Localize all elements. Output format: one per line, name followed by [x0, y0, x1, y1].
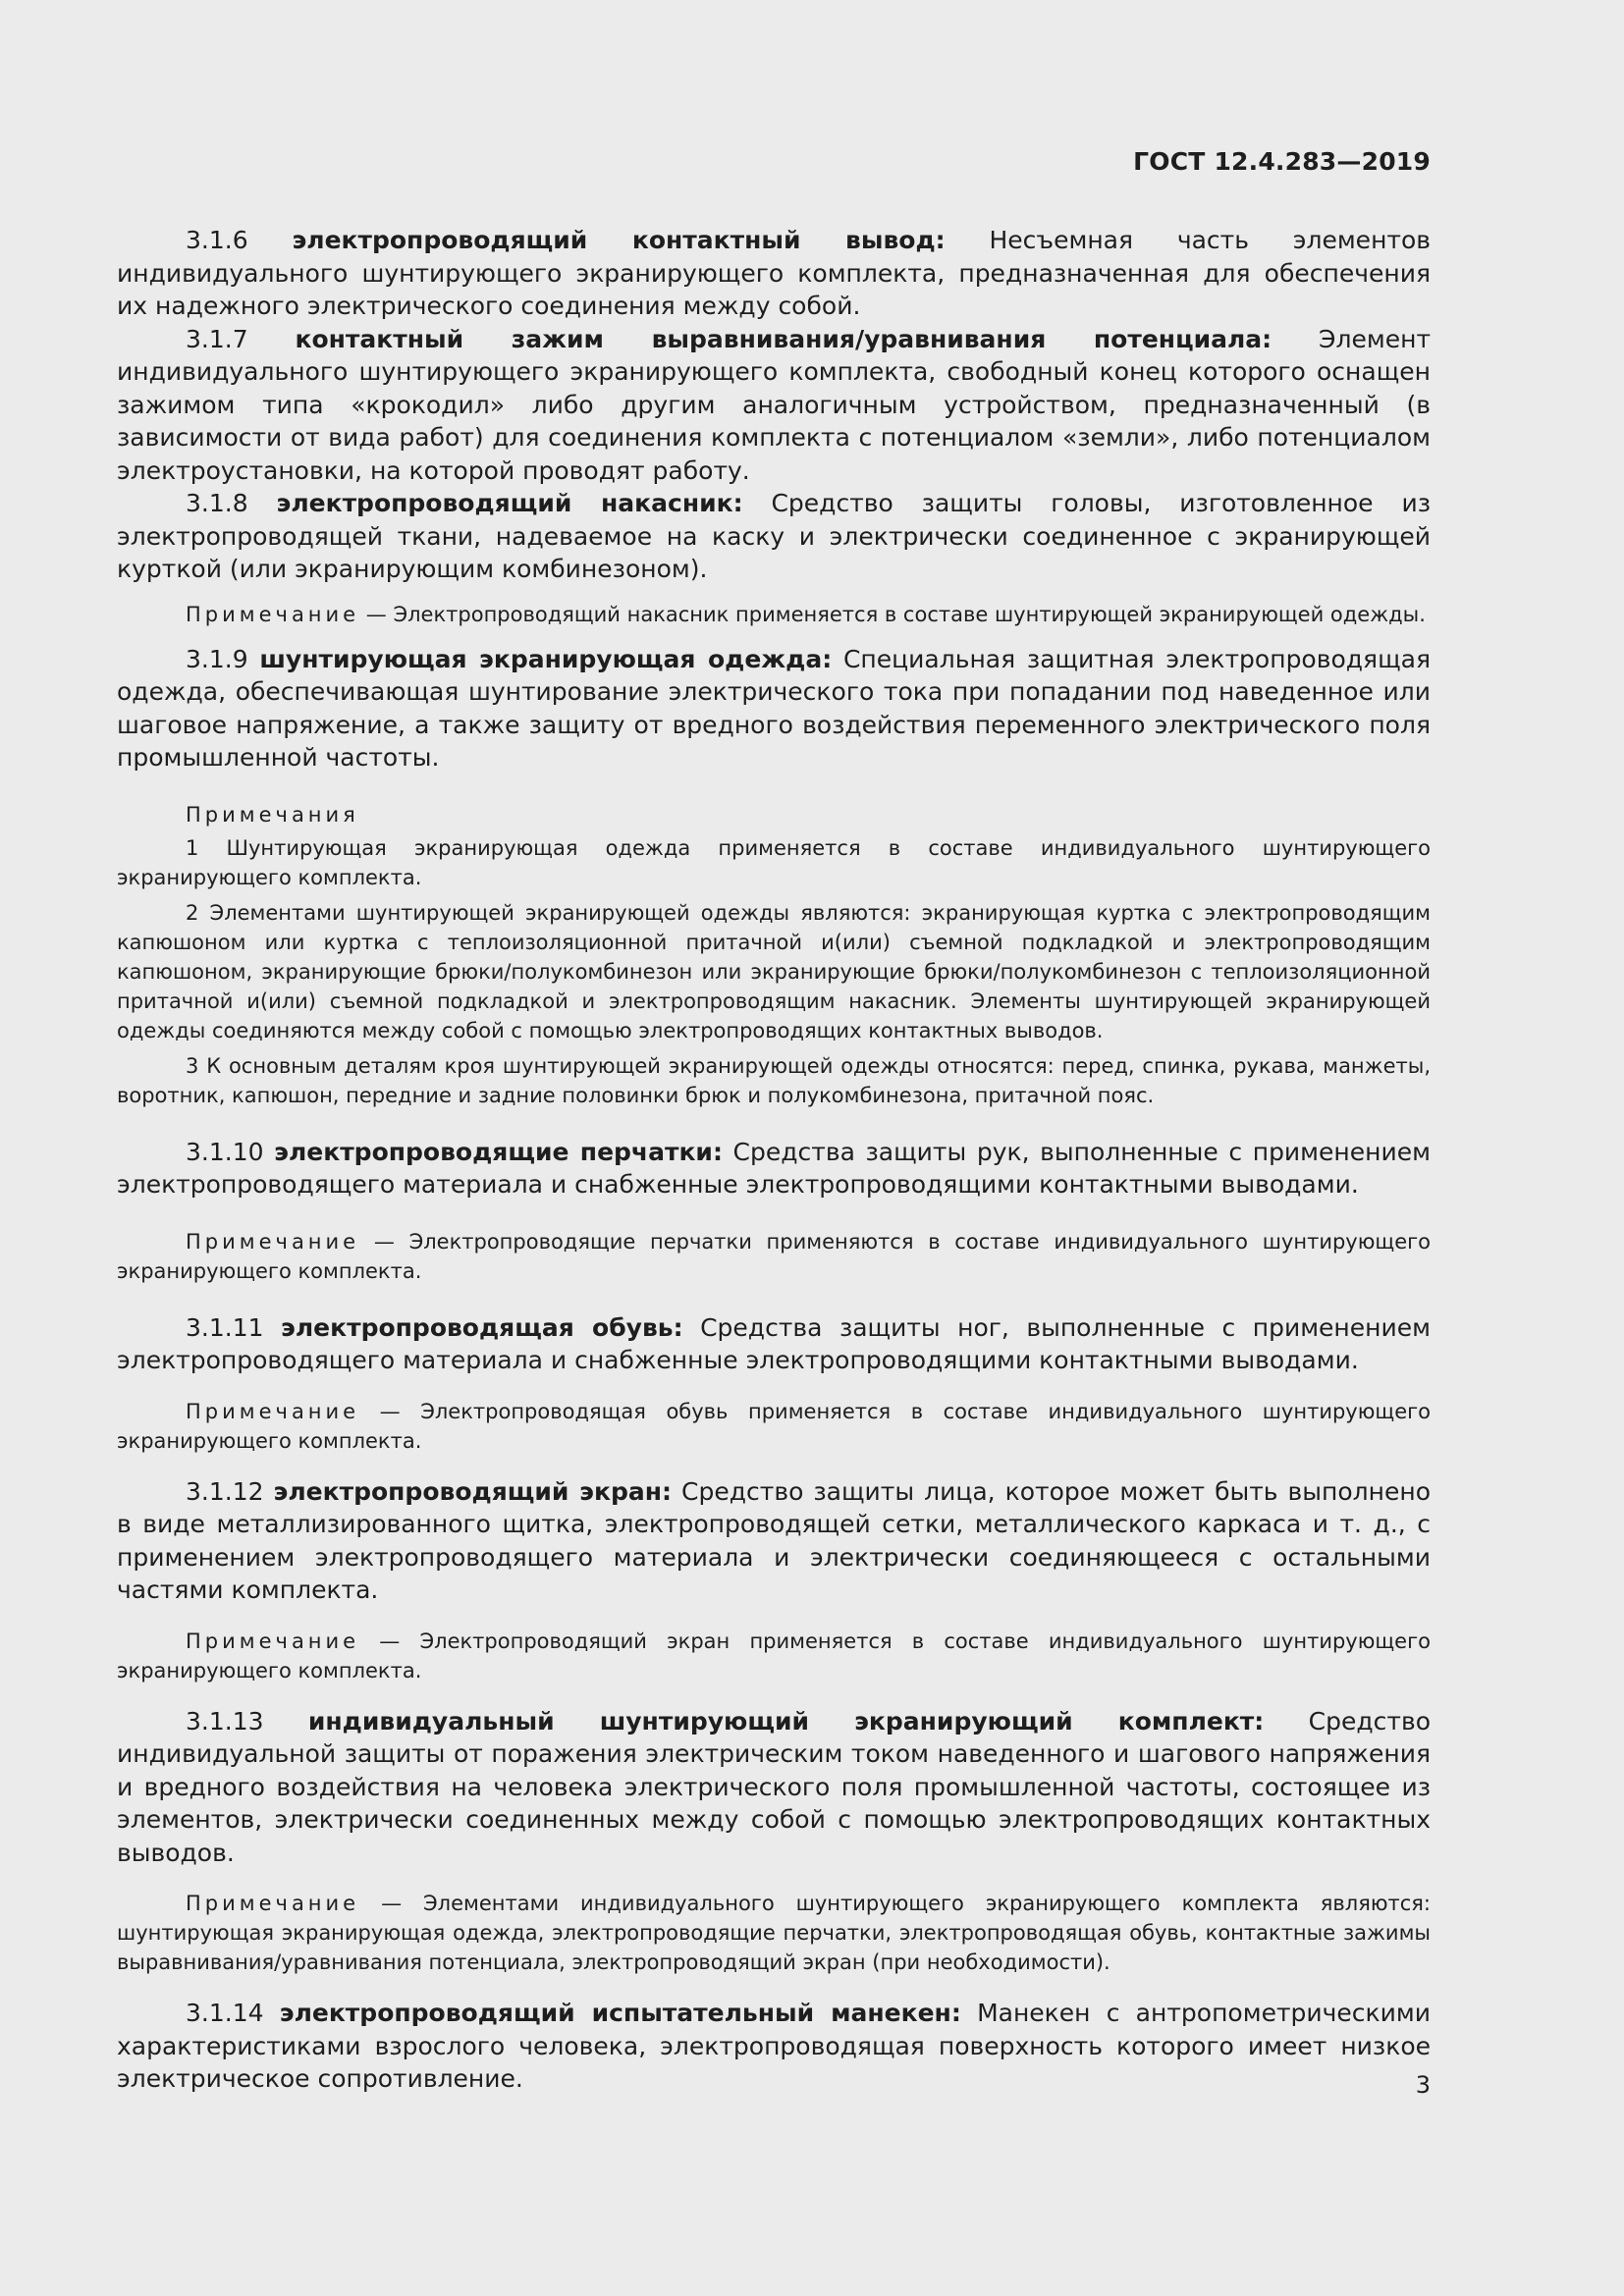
definition-3-1-12 [117, 1475, 1431, 1607]
definition-3-1-11 [117, 1311, 1431, 1377]
note-label: Примечание [186, 1629, 360, 1653]
definition-number: 3.1.13 [186, 1706, 264, 1735]
note-3-1-8 [117, 600, 1431, 629]
definition-term: электропроводящий контактный вывод: [292, 226, 946, 254]
definition-3-1-7 [117, 323, 1431, 488]
document-body [117, 224, 1431, 2096]
definition-term: электропроводящий экран: [273, 1476, 673, 1506]
note-3-1-9-2: 2 Элементами шунтирующей экранирующей одежды являются: экранирующая куртка с электропроводящим капюшоном или куртка с теплоизоляционной притачной и(или) съемной подкладкой и электропроводящим капюшоном, экранирующие брюки/полукомбинезон или экранирующие брюки/полукомбинезон с теплоизоляционной притачной и(или) съемной подкладкой и электропроводящим накасник. Элементы шунтирующей экранирующей одежды соединяются между собой с помощью электропроводящих контактных выводов. [117, 900, 1431, 1042]
definition-number: 3.1.14 [186, 1999, 264, 2027]
definition-3-1-6 [117, 224, 1431, 323]
definition-number: 3.1.11 [186, 1312, 264, 1342]
definition-3-1-8 [117, 487, 1431, 586]
note-3-1-12 [117, 1627, 1431, 1685]
note-3-1-10 [117, 1227, 1431, 1286]
notes-heading: Примечания [186, 802, 359, 827]
definition-number: 3.1.10 [186, 1137, 264, 1166]
definition-text: Средства защиты ног, выполненные с применением электропроводящего материала и снабженные электропроводящими контактными выводами. [117, 1312, 1431, 1374]
note-3-1-9-1: 1 Шунтирующая экранирующая одежда применяется в составе индивидуального шунтирующего экранирующего комплекта. [117, 835, 1431, 889]
standard-code-header: ГОСТ 12.4.283—2019 [1133, 147, 1431, 176]
definition-term: электропроводящая обувь: [281, 1312, 683, 1342]
note-label: Примечание [186, 1229, 360, 1254]
note-3-1-11 [117, 1397, 1431, 1456]
definition-3-1-13 [117, 1705, 1431, 1870]
definition-text: Элемент индивидуального шунтирующего экранирующего комплекта, свободный конец которого оснащен зажимом типа «крокодил» либо другим аналогичным устройством, предназначенный (в зависимости от вида работ) для соединения комплекта с потенциалом «земли», либо потенциалом электроустановки, на которой проводят работу. [117, 324, 1432, 485]
definition-text: Средство защиты лица, которое может быть выполнено в виде металлизированного щитка, электропроводящей сетки, металлического каркаса и т. д., с применением электропроводящего материала и электрически соединяющееся с остальными частями комплекта. [117, 1476, 1431, 1604]
definition-number: 3.1.6 [186, 226, 248, 254]
definition-term: электропроводящий накасник: [276, 489, 743, 517]
definition-term: шунтирующая экранирующая одежда: [259, 644, 833, 673]
note-text: — Электропроводящий экран применяется в составе индивидуального шунтирующего экранирующего комплекта. [117, 1629, 1431, 1682]
definition-3-1-9 [117, 643, 1431, 774]
definition-text: Средство защиты головы, изготовленное из электропроводящей ткани, надеваемое на каску и электрически соединенное с экранирующей курткой (или экранирующим комбинезоном). [117, 489, 1431, 583]
definition-number: 3.1.12 [186, 1476, 264, 1506]
note-label: Примечание [186, 1892, 360, 1915]
definition-number: 3.1.7 [186, 324, 248, 353]
definition-text: Специальная защитная электропроводящая одежда, обеспечивающая шунтирование электрического тока при попадании под наведенное или шаговое напряжение, а также защиту от вредного воздействия переменного электрического поля промышленной частоты. [117, 644, 1431, 772]
note-label: Примечание [186, 1399, 360, 1423]
definition-number: 3.1.9 [186, 644, 248, 673]
definition-3-1-10 [117, 1136, 1431, 1201]
page-number: 3 [1415, 2071, 1431, 2099]
definition-term: электропроводящий испытательный манекен: [279, 1999, 961, 2027]
definition-text: Несъемная часть элементов индивидуального шунтирующего экранирующего комплекта, предназначенная для обеспечения их надежного электрического соединения между собой. [117, 226, 1432, 320]
definition-3-1-14 [117, 1997, 1431, 2096]
definition-term: индивидуальный шунтирующий экранирующий комплект: [307, 1706, 1265, 1735]
definition-term: электропроводящие перчатки: [274, 1137, 723, 1166]
definition-number: 3.1.8 [186, 489, 248, 517]
definition-text: Средства защиты рук, выполненные с применением электропроводящего материала и снабженные электропроводящими контактными выводами. [117, 1137, 1431, 1199]
definition-text: Манекен с антропометрическими характеристиками взрослого человека, электропроводящая поверхность которого имеет низкое электрическое сопротивление. [117, 1999, 1431, 2093]
note-3-1-13 [117, 1889, 1431, 1977]
definition-term: контактный зажим выравнивания/уравнивания потенциала: [295, 324, 1272, 353]
document-page [117, 0, 1431, 2296]
note-text: — Электропроводящая обувь применяется в составе индивидуального шунтирующего экранирующего комплекта. [117, 1399, 1431, 1453]
note-3-1-9-3: 3 К основным деталям кроя шунтирующей экранирующей одежды относятся: перед, спинка, рукава, манжеты, воротник, капюшон, передние и задние половинки брюк и полукомбинезона, притачной пояс. [117, 1053, 1431, 1107]
definition-text: Средство индивидуальной защиты от поражения электрическим током наведенного и шагового напряжения и вредного воздействия на человека электрического поля промышленной частоты, состоящее из элементов, электрически соединенных между собой с помощью электропроводящих контактных выводов. [117, 1706, 1431, 1867]
note-label: Примечание [186, 602, 360, 626]
note-text: — Электропроводящие перчатки применяются в составе индивидуального шунтирующего экранирующего комплекта. [117, 1229, 1431, 1283]
note-text: — Элементами индивидуального шунтирующего экранирующего комплекта являются: шунтирующая экранирующая одежда, электропроводящие перчатки, электропроводящая обувь, контактные зажимы выравнивания/уравнивания потенциала, электропроводящий экран (при необходимости). [117, 1892, 1431, 1974]
note-text: — Электропроводящий накасник применяется в составе шунтирующей экранирующей одежды. [365, 602, 1426, 626]
